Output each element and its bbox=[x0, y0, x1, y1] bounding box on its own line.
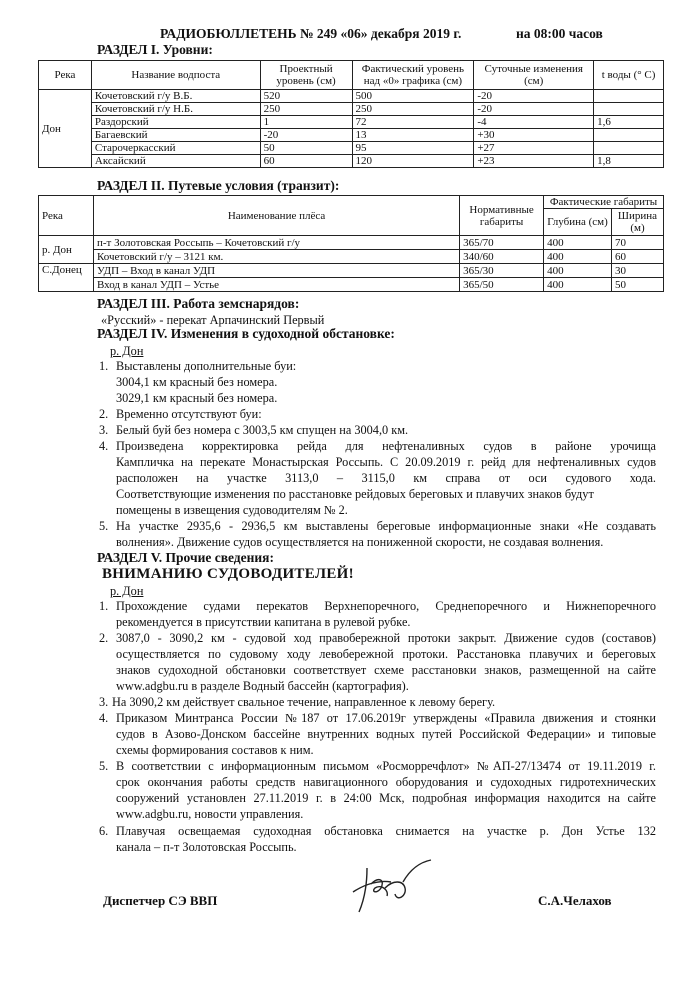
change-cell: +30 bbox=[474, 129, 594, 142]
stretch-cell: п-т Золотовская Россыпь – Кочетовский г/у bbox=[93, 236, 459, 250]
width-cell: 30 bbox=[611, 264, 663, 278]
s4-item-2-num: 2. bbox=[99, 407, 109, 421]
depth-cell: 400 bbox=[544, 278, 612, 292]
s5-item-6-line: канала – п-т Золотовская Россыпь. bbox=[116, 840, 297, 854]
s4-item-4-line: Произведена корректировка рейда для нефтеналивных судов в районе урочища bbox=[116, 439, 656, 453]
section4-river: р. Дон bbox=[110, 344, 144, 358]
design-cell: 1 bbox=[260, 116, 352, 129]
design-cell: -20 bbox=[260, 129, 352, 142]
s4-item-3-text: Белый буй без номера с 3003,5 км спущен на 3004,0 км. bbox=[116, 423, 409, 437]
section4-heading: РАЗДЕЛ IV. Изменения в судоходной обстановке: bbox=[97, 326, 395, 341]
section5-heading: РАЗДЕЛ V. Прочие сведения: bbox=[97, 550, 274, 565]
depth-cell: 400 bbox=[544, 264, 612, 278]
norm-cell: 340/60 bbox=[460, 250, 544, 264]
actual-cell: 72 bbox=[352, 116, 474, 129]
width-cell: 50 bbox=[611, 278, 663, 292]
transit-header-row bbox=[39, 196, 664, 209]
actual-cell: 13 bbox=[352, 129, 474, 142]
post-cell: Кочетовский г/у В.Б. bbox=[91, 90, 260, 103]
s5-item-1-line: Прохождение судами перекатов Верхнепоречного, Среднепоречного и Нижнепоречного bbox=[116, 599, 656, 613]
attention-notice: ВНИМАНИЮ СУДОВОДИТЕЛЕЙ! bbox=[102, 566, 354, 582]
s5-item-2-line: 3087,0 - 3090,2 км - судовой ход правобережной протоки закрыт. Движение судов (составов) bbox=[116, 631, 656, 645]
table-row bbox=[39, 142, 664, 155]
col-river: Река bbox=[39, 196, 94, 236]
s4-item-5-line: На участке 2935,6 - 2936,5 км выставлены береговые информационные знаки «Не создавать bbox=[116, 519, 656, 533]
s5-item-4-num: 4. bbox=[99, 711, 109, 725]
change-cell: -4 bbox=[474, 116, 594, 129]
actual-cell: 95 bbox=[352, 142, 474, 155]
col-stretch: Наименование плёса bbox=[93, 196, 459, 236]
s4-item-1-text: Выставлены дополнительные буи: bbox=[116, 359, 297, 373]
levels-header-row bbox=[39, 61, 664, 90]
s5-item-5-line: www.adgbu.ru, новости управления. bbox=[116, 807, 304, 821]
table-row bbox=[39, 264, 664, 278]
post-cell: Старочеркасский bbox=[91, 142, 260, 155]
table-row bbox=[39, 103, 664, 116]
s4-item-5-line: волнения». Движение судов осуществляется на пониженной скорости, не создавая волнения. bbox=[116, 535, 604, 549]
section1-heading: РАЗДЕЛ I. Уровни: bbox=[97, 42, 213, 57]
table-row bbox=[39, 236, 664, 250]
norm-cell: 365/70 bbox=[460, 236, 544, 250]
post-cell: Кочетовский г/у Н.Б. bbox=[91, 103, 260, 116]
table-row bbox=[39, 155, 664, 168]
dispatcher-position: Диспетчер СЭ ВВП bbox=[103, 893, 218, 908]
design-cell: 60 bbox=[260, 155, 352, 168]
col-depth: Глубина (см) bbox=[544, 209, 612, 236]
s5-item-4-line: Приказом Минтранса России №187 от 17.06.2019г утверждены «Правила движения и стоянки bbox=[116, 711, 656, 725]
actual-cell: 120 bbox=[352, 155, 474, 168]
post-cell: Аксайский bbox=[91, 155, 260, 168]
temp-cell bbox=[594, 103, 664, 116]
dredger-info: «Русский» - перекат Арпачинский Первый bbox=[101, 313, 325, 327]
post-cell: Багаевский bbox=[91, 129, 260, 142]
change-cell: -20 bbox=[474, 90, 594, 103]
norm-cell: 365/50 bbox=[460, 278, 544, 292]
col-actual-dims: Фактические габариты bbox=[544, 196, 664, 209]
col-water-temp: t воды (° С) bbox=[594, 61, 664, 90]
table-row bbox=[39, 129, 664, 142]
table-row bbox=[39, 116, 664, 129]
col-actual-level: Фактический уровень над «0» графика (см) bbox=[352, 61, 474, 90]
transit-table bbox=[38, 195, 664, 292]
s5-item-4-line: схемы формирования составов к ним. bbox=[116, 743, 314, 757]
stretch-cell: УДП – Вход в канал УДП bbox=[93, 264, 459, 278]
stretch-cell: Вход в канал УДП – Устье bbox=[93, 278, 459, 292]
table-row bbox=[39, 90, 664, 103]
bulletin-time: на 08:00 часов bbox=[516, 26, 603, 41]
s4-item-4-line: расположен на участке 3113,0 – 3115,0 км справа от оси судового хода. bbox=[116, 471, 656, 485]
col-daily-change: Суточные изменения (см) bbox=[474, 61, 594, 90]
signature bbox=[345, 858, 435, 918]
temp-cell bbox=[594, 90, 664, 103]
table-row bbox=[39, 278, 664, 292]
section5-river: р. Дон bbox=[110, 584, 144, 598]
col-norm-dims: Нормативные габариты bbox=[460, 196, 544, 236]
section3-heading: РАЗДЕЛ III. Работа земснарядов: bbox=[97, 296, 300, 311]
s4-buoy-line: 3029,1 км красный без номера. bbox=[116, 391, 278, 405]
s5-item-1-num: 1. bbox=[99, 599, 109, 613]
s5-item-1-line: рекомендуется в присутствии капитана в рулевой рубке. bbox=[116, 615, 411, 629]
s5-item-5-line: сооружений установлен 27.11.2019 г. в 24:00 Мск, подробная информация находится на сайте bbox=[116, 791, 656, 805]
design-cell: 250 bbox=[260, 103, 352, 116]
s5-item-2-num: 2. bbox=[99, 631, 109, 645]
s4-item-4-line: Соответствующие изменения по расстановке рейдовых береговых и плавучих знаков будут bbox=[116, 487, 594, 501]
levels-table bbox=[38, 60, 664, 168]
s5-item-5-line: В соответствии с информационным письмом «Росморречфлот» №АП-27/13474 от 19.11.2019 г. bbox=[116, 759, 656, 773]
s5-item-2-line: осуществляется по судовому ходу левобережной протоки. Расстановка плавучих и береговых bbox=[116, 647, 656, 661]
s4-item-4-line: Кампличка на перекате Монастырская Россыпь. С 20.09.2019 г. рейд для нефтеналивных судов bbox=[116, 455, 656, 469]
s4-item-3-num: 3. bbox=[99, 423, 109, 437]
col-width: Ширина (м) bbox=[611, 209, 663, 236]
s5-item-5-num: 5. bbox=[99, 759, 109, 773]
river-cell: Дон bbox=[39, 90, 92, 168]
col-design-level: Проектный уровень (см) bbox=[260, 61, 352, 90]
col-river: Река bbox=[39, 61, 92, 90]
s5-item-6-num: 6. bbox=[99, 824, 109, 838]
depth-cell: 400 bbox=[544, 236, 612, 250]
col-post: Название водпоста bbox=[91, 61, 260, 90]
temp-cell: 1,6 bbox=[594, 116, 664, 129]
temp-cell bbox=[594, 129, 664, 142]
design-cell: 520 bbox=[260, 90, 352, 103]
post-cell: Раздорский bbox=[91, 116, 260, 129]
s4-item-4-line: помещены в извещения судоводителям № 2. bbox=[116, 503, 348, 517]
actual-cell: 250 bbox=[352, 103, 474, 116]
norm-cell: 365/30 bbox=[460, 264, 544, 278]
s5-item-5-line: срок окончания работы средств навигационного оборудования и судоходных гидротехнических bbox=[116, 775, 656, 789]
change-cell: +23 bbox=[474, 155, 594, 168]
width-cell: 70 bbox=[611, 236, 663, 250]
s4-item-2-text: Временно отсутствуют буи: bbox=[116, 407, 262, 421]
s4-item-1-num: 1. bbox=[99, 359, 109, 373]
s4-item-5-num: 5. bbox=[99, 519, 109, 533]
s5-item-6-line: Плавучая освещаемая судоходная обстановка снимается на участке р. Дон Устье 132 bbox=[116, 824, 656, 838]
temp-cell bbox=[594, 142, 664, 155]
s5-item-2-line: знаков судоходной обстановки соответствует схеме расстановки знаков, размещенной на сайте bbox=[116, 663, 656, 677]
bulletin-title: РАДИОБЮЛЛЕТЕНЬ № 249 «06» декабря 2019 г. bbox=[160, 26, 462, 41]
table-row bbox=[39, 250, 664, 264]
change-cell: +27 bbox=[474, 142, 594, 155]
s5-item-3-line: На 3090,2 км действует свальное течение, направленное к левому берегу. bbox=[112, 695, 496, 709]
dispatcher-name: С.А.Челахов bbox=[538, 893, 612, 908]
s5-item-3-num: 3. bbox=[99, 695, 109, 709]
s5-item-4-line: судов в Азово-Донском бассейне внутренних водных путей Российской Федерации» и типовые bbox=[116, 727, 656, 741]
s4-item-4-num: 4. bbox=[99, 439, 109, 453]
depth-cell: 400 bbox=[544, 250, 612, 264]
river-cell: С.Донец bbox=[39, 264, 94, 292]
s4-buoy-line: 3004,1 км красный без номера. bbox=[116, 375, 278, 389]
actual-cell: 500 bbox=[352, 90, 474, 103]
section2-heading: РАЗДЕЛ II. Путевые условия (транзит): bbox=[97, 178, 340, 193]
width-cell: 60 bbox=[611, 250, 663, 264]
s5-item-2-line: www.adgbu.ru в разделе Водный бассейн (картография). bbox=[116, 679, 409, 693]
change-cell: -20 bbox=[474, 103, 594, 116]
river-cell: р. Дон bbox=[39, 236, 94, 264]
design-cell: 50 bbox=[260, 142, 352, 155]
stretch-cell: Кочетовский г/у – 3121 км. bbox=[93, 250, 459, 264]
temp-cell: 1,8 bbox=[594, 155, 664, 168]
